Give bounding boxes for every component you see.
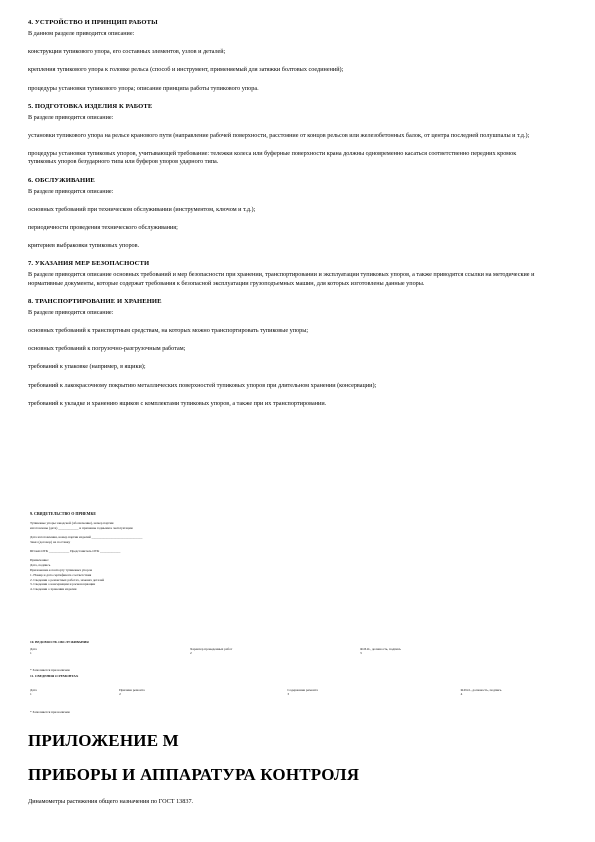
certificate-line: Дата, подпись	[30, 563, 51, 568]
certificate-line: Приложение к паспорту тупиковых упоров	[30, 568, 93, 572]
section-paragraph: конструкции тупикового упора, его составных элементов, узлов и деталей;	[28, 48, 226, 56]
section-paragraph: процедуры установки тупиковых упоров, учитывающей требование: тележки колеса или буферные поверхности крана должны одновременно касаться соответственно передних кромок тупиковых упоров безударного типа или буферов упоров ударного типа.	[28, 150, 517, 166]
appendix-text: Динамометры растяжения общего назначения по ГОСТ 13837.	[28, 798, 194, 805]
certificate-line: Дата изготовления, номер партии изделий ______________________________	[30, 535, 143, 540]
acceptance-certificate	[30, 512, 520, 592]
certificate-line: Заказ (договор) на поставку	[30, 540, 71, 544]
table-header-cell: Дата	[30, 688, 37, 692]
section-paragraph: требований к укладке и хранению ящиков с комплектами тупиковых упоров, а также при их транспортировании.	[28, 399, 327, 407]
section-paragraph: крепления тупикового упора к головке рельса (способ и инструмент, применяемый для затяжки болтовых соединений);	[28, 66, 344, 74]
table-cell: 2	[190, 651, 192, 656]
appendix-subheading: ПРИБОРЫ И АППАРАТУРА КОНТРОЛЯ	[28, 765, 360, 784]
certificate-line: изготовлены (дата) ____________ и признаны годными к эксплуатации	[30, 526, 133, 530]
service-table-numbers	[30, 651, 520, 655]
certificate-title: 9. СВИДЕТЕЛЬСТВО О ПРИЕМКЕ	[30, 511, 97, 516]
section-title: 6. ОБСЛУЖИВАНИЕ	[28, 176, 95, 184]
section-paragraph: требований к упаковке (например, в ящики);	[28, 363, 146, 371]
section-paragraph: основных требований к погрузочно-разгрузочным работам;	[28, 345, 186, 353]
certificate-line: 4. Сведения о хранении изделия	[30, 587, 77, 592]
section-title: 7. УКАЗАНИЯ МЕР БЕЗОПАСНОСТИ	[28, 260, 150, 268]
table-cell: 2	[119, 692, 121, 697]
service-table-title: 10. ВЕДОМОСТЬ ОБСЛУЖИВАНИЯ	[30, 640, 89, 644]
section-paragraph: В данном разделе приводится описание:	[28, 30, 135, 37]
certificate-line: 3. Сведения о консервации и расконсервации	[30, 582, 96, 587]
section-paragraph: В разделе приводится описание:	[28, 308, 114, 316]
repair-table	[30, 688, 520, 715]
table-header-cell: Дата	[30, 647, 37, 652]
section-paragraph: основных требований к транспортным средствам, на которых можно транспортировать тупиковые упоры;	[28, 327, 309, 335]
repair-table-note: * Заполняется при наличии	[30, 710, 70, 715]
section-paragraph: В разделе приводится описание:	[28, 187, 114, 195]
certificate-line: Штамп ОТК ____________ Представитель ОТК ____________	[30, 549, 121, 554]
table-header-cell: Содержание ремонта	[287, 688, 318, 692]
section-paragraph: установки тупикового упора на рельсе кранового пути (направление рабочей поверхности, расстояние от концов рельсов или железобетонных балок, от центра последней полушпалы и т.д.);	[28, 132, 530, 140]
table-header-cell: Причина ремонта	[119, 688, 145, 692]
document-body	[28, 14, 538, 418]
table-header-cell: Ф.И.О., должность, подпись	[460, 688, 502, 692]
repair-table-numbers	[30, 692, 520, 696]
certificate-line: 1. Номер и дата сертификата соответствия	[30, 572, 92, 577]
section-paragraph: требований к лакокрасочному покрытию металлических поверхностей тупиковых упоров при длительном хранении (консервации);	[28, 381, 377, 389]
section-paragraph: основных требований при техническом обслуживании (инструментом, ключом и т.д.);	[28, 205, 256, 213]
section-paragraph: В разделе приводится описание:	[28, 113, 114, 121]
table-cell: 4	[460, 692, 463, 697]
appendix-heading: ПРИЛОЖЕНИЕ М	[28, 731, 179, 750]
repair-table-title: 11. СВЕДЕНИЯ О РЕМОНТАХ	[30, 673, 79, 678]
certificate-line: 2. Сведения о ремонтных работах, заменах деталей	[30, 577, 105, 582]
table-cell: 3	[360, 651, 362, 656]
section-paragraph: критериев выбраковки тупиковых упоров.	[28, 242, 140, 250]
section-title: 4. УСТРОЙСТВО И ПРИНЦИП РАБОТЫ	[28, 19, 158, 26]
certificate-line: Тупиковые упоры заводской (обозначение), номер партии	[30, 521, 114, 526]
table-cell: 1	[30, 651, 32, 656]
section-paragraph: процедуры установки тупикового упора; описание принципа работы тупикового упора.	[28, 84, 259, 92]
certificate-line: Примечание:	[30, 558, 49, 563]
table-header-cell: Характер проведенных работ	[190, 647, 233, 652]
table-header-cell: Ф.И.О., должность, подпись	[360, 647, 401, 652]
section-title: 5. ПОДГОТОВКА ИЗДЕЛИЯ К РАБОТЕ	[28, 102, 153, 110]
table-cell: 1	[30, 692, 32, 697]
section-paragraph: В разделе приводится описание основных требований и мер безопасности при хранении, транспортировании и эксплуатации тупиковых упоров, а также приводятся ссылки на методические и нормативные документы, которые содержат требования к безопасной эксплуатации грузоподъемных машин, для которых изготовлены данные упоры.	[28, 271, 535, 287]
service-table-note: * Заполняется при наличии	[30, 667, 70, 672]
table-cell: 3	[287, 692, 290, 697]
section-paragraph: периодичности проведения технического обслуживания;	[28, 224, 178, 232]
section-title: 8. ТРАНСПОРТИРОВАНИЕ И ХРАНЕНИЕ	[28, 297, 162, 305]
service-table	[30, 640, 520, 678]
